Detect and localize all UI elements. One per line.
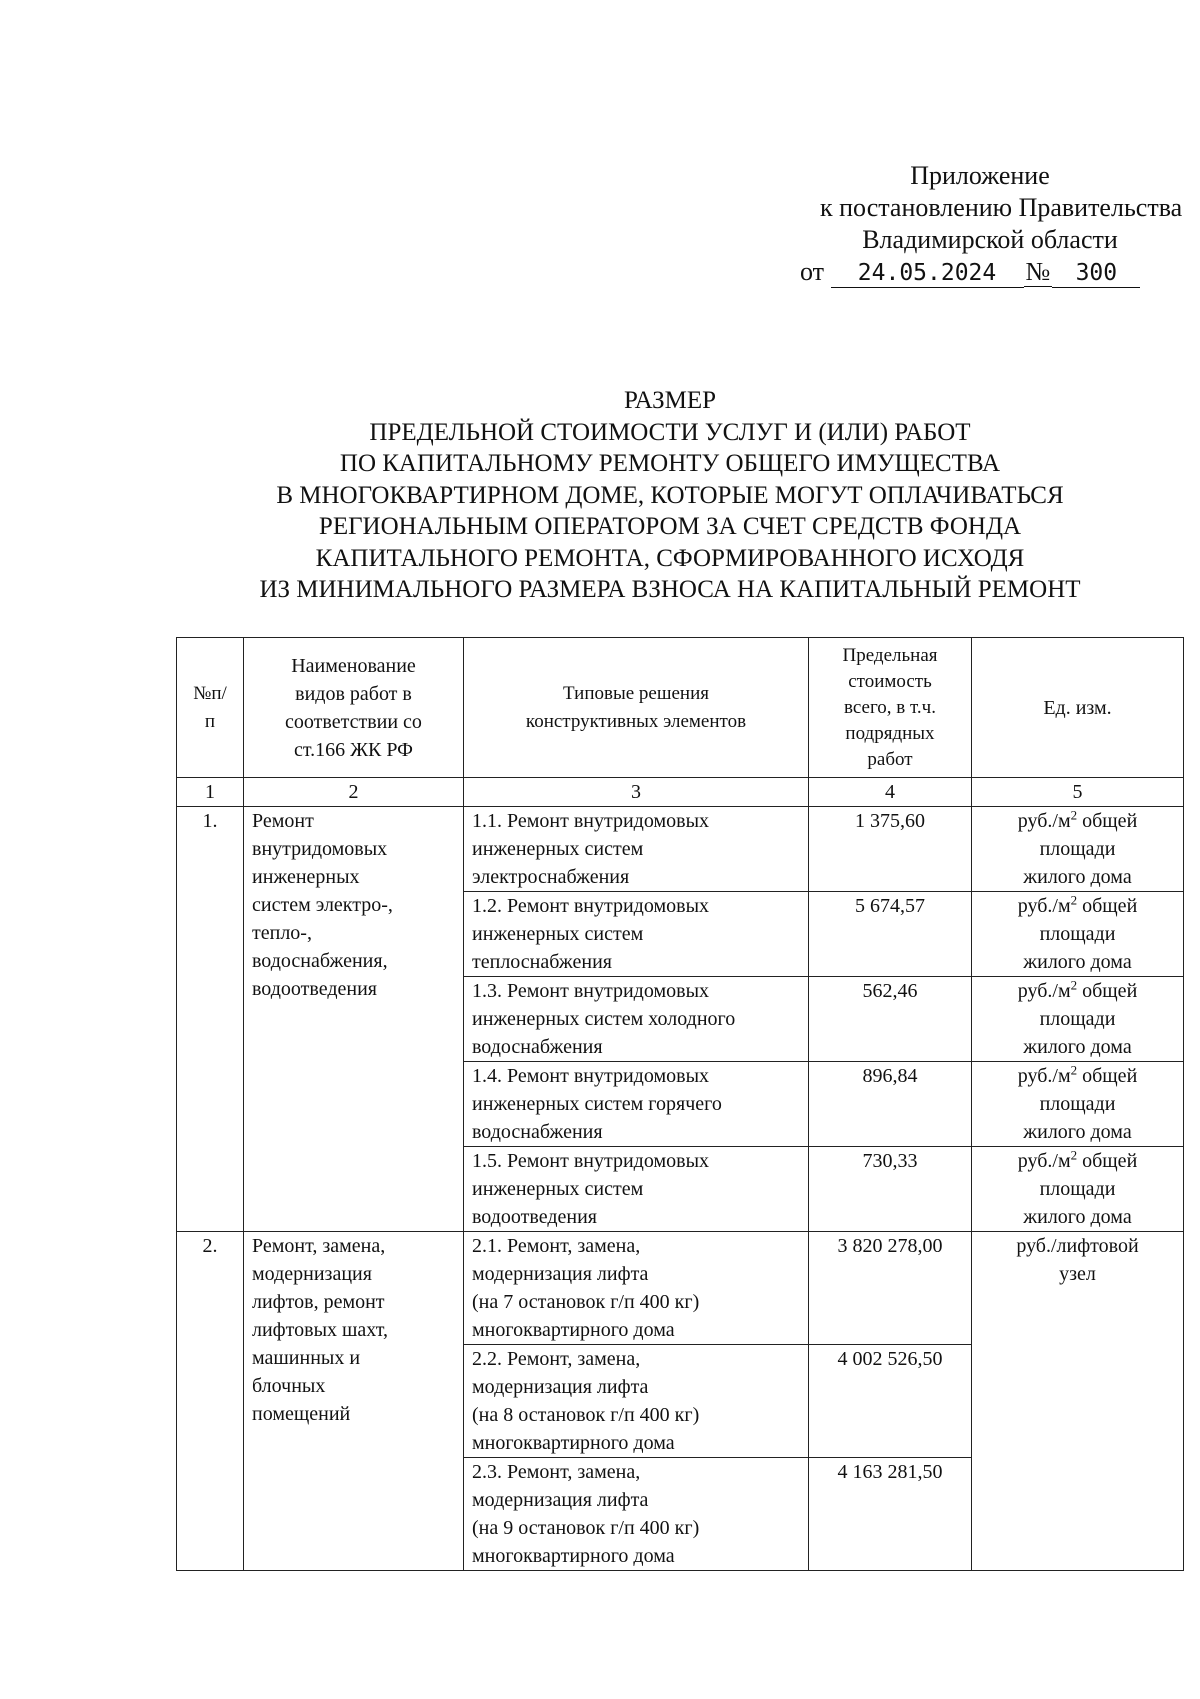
header-work-type: Наименование видов работ в соответствии со ст.166 ЖК РФ bbox=[244, 638, 464, 778]
cost-cell: 4 163 281,50 bbox=[809, 1458, 972, 1571]
table-row bbox=[177, 1232, 1184, 1345]
title-line: ПО КАПИТАЛЬНОМУ РЕМОНТУ ОБЩЕГО ИМУЩЕСТВА bbox=[339, 450, 1001, 477]
solution-cell: 1.2. Ремонт внутридомовых инженерных систем теплоснабжения bbox=[464, 892, 809, 977]
header-cost: Предельная стоимость всего, в т.ч. подрядных работ bbox=[809, 638, 972, 778]
column-index: 5 bbox=[972, 778, 1184, 807]
header-solution: Типовые решения конструктивных элементов bbox=[464, 638, 809, 778]
cost-cell: 896,84 bbox=[809, 1062, 972, 1147]
number-prefix: № bbox=[1025, 257, 1051, 286]
document-title bbox=[120, 385, 1200, 606]
solution-cell: 2.3. Ремонт, замена, модернизация лифта (на 9 остановок г/п 400 кг) многоквартирного дома bbox=[464, 1458, 809, 1571]
column-index: 1 bbox=[177, 778, 244, 807]
column-index: 4 bbox=[809, 778, 972, 807]
solution-cell: 1.4. Ремонт внутридомовых инженерных систем горячего водоснабжения bbox=[464, 1062, 809, 1147]
unit-cell: $руб./м^2$ общей площади жилого дома bbox=[972, 892, 1184, 977]
cost-cell: 5 674,57 bbox=[809, 892, 972, 977]
title-line: КАПИТАЛЬНОГО РЕМОНТА, СФОРМИРОВАННОГО ИСХОДЯ bbox=[315, 544, 1025, 572]
solution-cell: 2.2. Ремонт, замена, модернизация лифта (на 8 остановок г/п 400 кг) многоквартирного дома bbox=[464, 1345, 809, 1458]
solution-cell: 1.5. Ремонт внутридомовых инженерных систем водоотведения bbox=[464, 1147, 809, 1232]
title-line: РАЗМЕР bbox=[623, 387, 717, 414]
cost-table bbox=[176, 637, 1184, 1571]
title-line: ИЗ МИНИМАЛЬНОГО РАЗМЕРА ВЗНОСА НА КАПИТАЛЬНЫЙ РЕМОНТ bbox=[259, 576, 1081, 603]
header-unit: Ед. изм. bbox=[972, 638, 1184, 778]
title-line: РЕГИОНАЛЬНЫМ ОПЕРАТОРОМ ЗА СЧЕТ СРЕДСТВ ФОНДА bbox=[318, 513, 1022, 540]
cost-cell: 4 002 526,50 bbox=[809, 1345, 972, 1458]
solution-cell: 1.1. Ремонт внутридомовых инженерных систем электроснабжения bbox=[464, 807, 809, 892]
decree-number: 300 bbox=[1052, 259, 1140, 288]
unit-cell: $руб./м^2$ общей площади жилого дома bbox=[972, 1147, 1184, 1232]
column-index-row bbox=[177, 778, 1184, 807]
title-line: В МНОГОКВАРТИРНОМ ДОМЕ, КОТОРЫЕ МОГУТ ОПЛАЧИВАТЬСЯ bbox=[276, 481, 1064, 509]
cost-cell: 1 375,60 bbox=[809, 807, 972, 892]
column-index: 3 bbox=[464, 778, 809, 807]
header-num: №п/ п bbox=[177, 638, 244, 778]
unit-cell: руб./лифтовой узел bbox=[972, 1232, 1184, 1571]
table-header-row bbox=[177, 638, 1184, 778]
solution-cell: 2.1. Ремонт, замена, модернизация лифта (на 7 остановок г/п 400 кг) многоквартирного дома bbox=[464, 1232, 809, 1345]
date-prefix: от bbox=[800, 257, 825, 286]
appendix-heading bbox=[760, 160, 1183, 256]
appendix-line-2: к постановлению Правительства bbox=[820, 193, 1183, 222]
decree-date-line bbox=[800, 256, 1140, 288]
unit-cell: $руб./м^2$ общей площади жилого дома bbox=[972, 1062, 1184, 1147]
column-index: 2 bbox=[244, 778, 464, 807]
decree-date: 24.05.2024 bbox=[831, 259, 1024, 288]
appendix-line-3: Владимирской области bbox=[862, 225, 1118, 254]
solution-cell: 1.3. Ремонт внутридомовых инженерных систем холодного водоснабжения bbox=[464, 977, 809, 1062]
title-line: ПРЕДЕЛЬНОЙ СТОИМОСТИ УСЛУГ И (ИЛИ) РАБОТ bbox=[369, 418, 971, 446]
appendix-line-1: Приложение bbox=[910, 161, 1050, 190]
table-row bbox=[177, 807, 1184, 892]
cost-cell: 3 820 278,00 bbox=[809, 1232, 972, 1345]
cost-cell: 730,33 bbox=[809, 1147, 972, 1232]
cost-cell: 562,46 bbox=[809, 977, 972, 1062]
group1-num: 1. bbox=[177, 807, 244, 1232]
group1-work: Ремонт внутридомовых инженерных систем электро-, тепло-, водоснабжения, водоотведения bbox=[244, 807, 464, 1232]
group2-work: Ремонт, замена, модернизация лифтов, ремонт лифтовых шахт, машинных и блочных помещений bbox=[244, 1232, 464, 1571]
unit-cell: $руб./м^2$ общей площади жилого дома bbox=[972, 977, 1184, 1062]
unit-cell: $руб./м^2$ общей площади жилого дома bbox=[972, 807, 1184, 892]
group2-num: 2. bbox=[177, 1232, 244, 1571]
